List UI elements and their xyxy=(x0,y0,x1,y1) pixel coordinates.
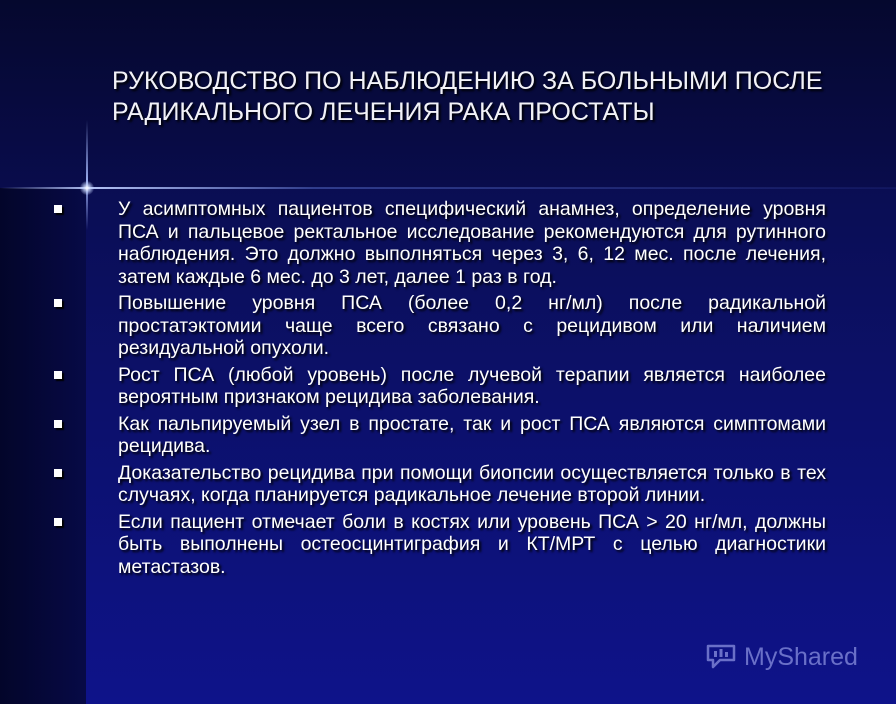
square-bullet-icon xyxy=(54,469,62,477)
square-bullet-icon xyxy=(54,205,62,213)
bullet-text: Если пациент отмечает боли в костях или уровень ПСА > 20 нг/мл, должны быть выполнены остеосцинтиграфия и КТ/МРТ с целью диагностики метастазов. xyxy=(118,510,826,578)
bullet-item xyxy=(46,292,826,360)
bullet-text: Как пальпируемый узел в простате, так и рост ПСА являются симптомами рецидива. xyxy=(118,412,826,457)
bullet-text: У асимптомных пациентов специфический анамнез, определение уровня ПСА и пальцевое ректальное исследование рекомендуются для рутинного наблюдения. Это должно выполняться через 3, 6, 12 мес. после лечения, затем каждые 6 мес. до 3 лет, далее 1 раз в год. xyxy=(118,198,826,288)
myshared-logo-icon xyxy=(704,640,738,677)
square-bullet-icon xyxy=(54,420,62,428)
bullet-item xyxy=(46,364,826,409)
star-flare-icon xyxy=(80,181,94,195)
watermark[interactable] xyxy=(704,640,858,677)
bullet-list xyxy=(46,198,826,582)
square-bullet-icon xyxy=(54,371,62,379)
light-ray-horizontal xyxy=(0,187,896,189)
bullet-text: Доказательство рецидива при помощи биопсии осуществляется только в тех случаях, когда планируется радикальное лечение второй линии. xyxy=(118,461,826,506)
bullet-text: Рост ПСА (любой уровень) после лучевой терапии является наиболее вероятным признаком рецидива заболевания. xyxy=(118,363,826,408)
slide-title: РУКОВОДСТВО ПО НАБЛЮДЕНИЮ ЗА БОЛЬНЫМИ ПОСЛЕ РАДИКАЛЬНОГО ЛЕЧЕНИЯ РАКА ПРОСТАТЫ xyxy=(112,67,823,126)
bullet-item xyxy=(46,198,826,288)
bullet-item xyxy=(46,413,826,458)
square-bullet-icon xyxy=(54,299,62,307)
square-bullet-icon xyxy=(54,518,62,526)
bullet-text: Повышение уровня ПСА (более 0,2 нг/мл) после радикальной простатэктомии чаще всего связано с рецидивом или наличием резидуальной опухоли. xyxy=(118,292,826,359)
watermark-text: MyShared xyxy=(744,643,858,672)
bullet-item xyxy=(46,462,826,507)
bullet-item xyxy=(46,511,826,579)
